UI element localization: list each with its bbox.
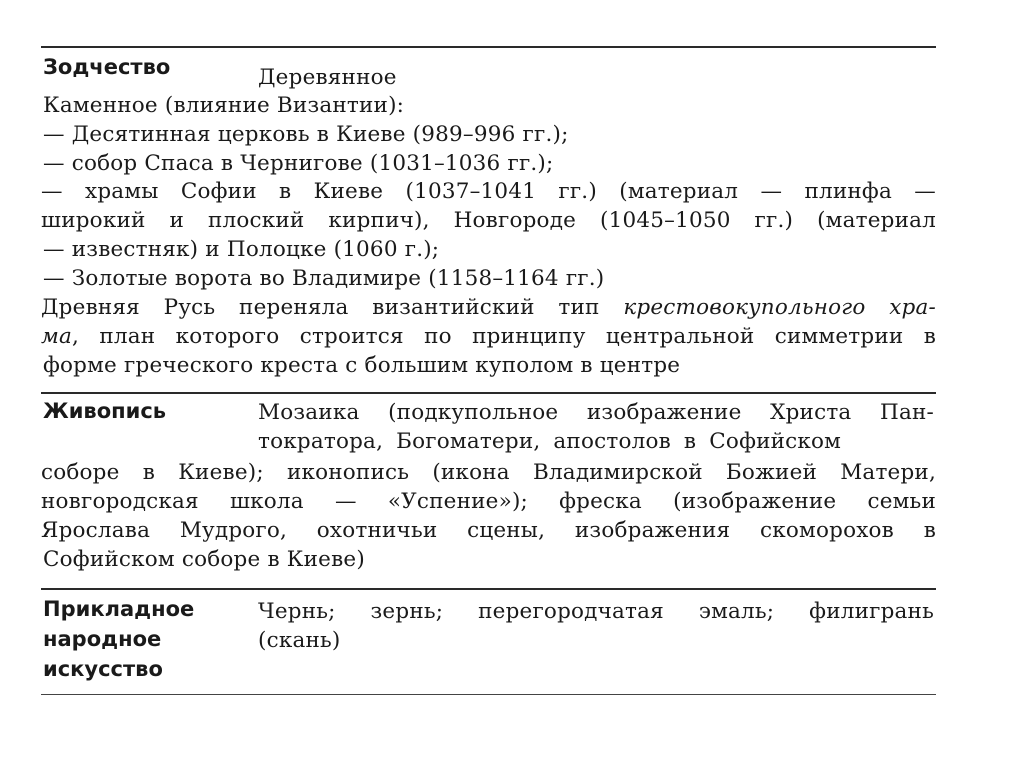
architecture-line: Деревянное [258, 65, 397, 90]
row-heading-applied-art: Прикладное [43, 597, 195, 621]
architecture-line: — храмы Софии в Киеве (1037–1041 гг.) (материал — плинфа — [41, 179, 936, 204]
painting-line: тократора, Богоматери, апостолов в Софийском [258, 429, 842, 454]
painting-line: Ярослава Мудрого, охотничьи сцены, изображения скоморохов в [41, 518, 936, 543]
painting-line: новгородская школа — «Успение»); фреска (изображение семьи [41, 489, 936, 514]
row-heading-architecture: Зодчество [43, 55, 171, 79]
table-top-rule [41, 46, 936, 48]
row-heading-applied-art: народное [43, 627, 162, 651]
summary-term: крестовокупольного хра- [623, 295, 936, 320]
architecture-summary-line [41, 294, 936, 322]
summary-text: Древняя Русь переняла византийский тип [41, 295, 624, 320]
architecture-summary-line [41, 323, 936, 351]
architecture-summary-line: форме греческого креста с большим куполом в центре [43, 353, 681, 378]
summary-term: ма [41, 324, 73, 349]
architecture-line: широкий и плоский кирпич), Новгороде (1045–1050 гг.) (материал [41, 208, 936, 233]
architecture-line: Каменное (влияние Византии): [43, 93, 405, 118]
architecture-line: — Золотые ворота во Владимире (1158–1164 гг.) [43, 266, 605, 291]
painting-line: Мозаика (подкупольное изображение Христа Пан- [258, 400, 934, 425]
row-divider [41, 392, 936, 394]
row-heading-painting: Живопись [43, 399, 167, 423]
painting-line: соборе в Киеве); иконопись (икона Владимирской Божией Матери, [41, 460, 936, 485]
row-divider [41, 588, 936, 590]
architecture-line: — известняк) и Полоцке (1060 г.); [43, 237, 440, 262]
applied-art-line: (скань) [258, 628, 341, 653]
architecture-line: — Десятинная церковь в Киеве (989–996 гг.); [43, 122, 569, 147]
summary-text: , план которого строится по принципу центральной симметрии в [72, 324, 936, 349]
painting-line: Софийском соборе в Киеве) [43, 547, 365, 572]
table-bottom-rule [41, 694, 936, 695]
architecture-line: — собор Спаса в Чернигове (1031–1036 гг.); [43, 151, 554, 176]
applied-art-line: Чернь; зернь; перегородчатая эмаль; филигрань [258, 599, 934, 624]
row-heading-applied-art: искусство [43, 657, 163, 681]
